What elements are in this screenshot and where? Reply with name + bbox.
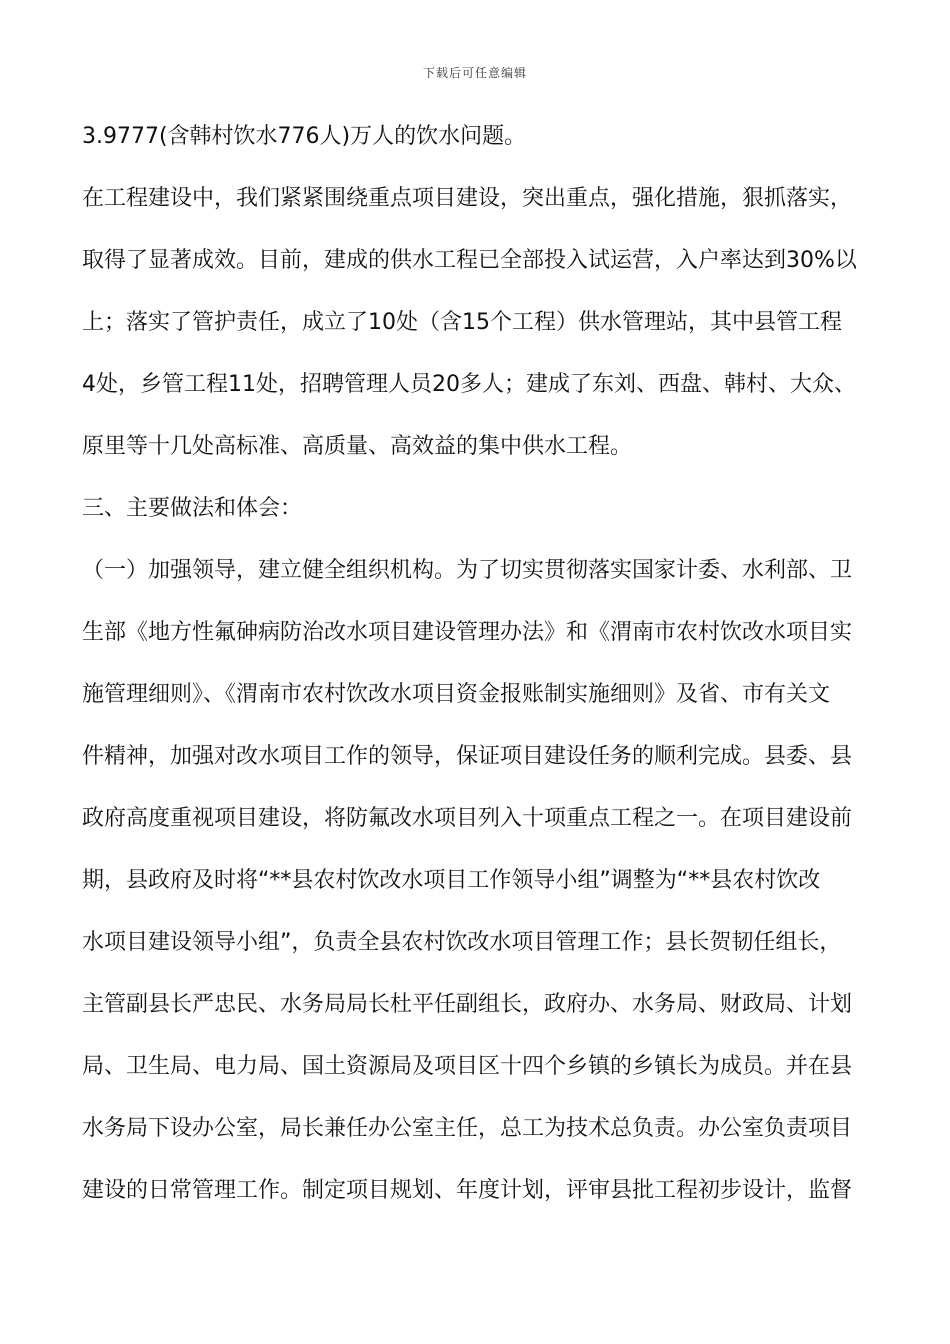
text-line-10: 施管理细则》、《渭南市农村饮改水项目资金报账制实施细则》及省、市有关文: [82, 682, 831, 707]
text-line-16: 局、卫生局、电力局、国土资源局及项目区十四个乡镇的乡镇长为成员。并在县: [82, 1054, 853, 1079]
text-line-11: 件精神，加强对改水项目工作的领导，保证项目建设任务的顺利完成。县委、县: [82, 744, 853, 769]
text-line-9: 生部《地方性氟砷病防治改水项目建设管理办法》和《渭南市农村饮改水项目实: [82, 620, 853, 645]
text-line-4: 上；落实了管护责任，成立了10处（含15个工程）供水管理站，其中县管工程: [82, 310, 842, 335]
text-line-12: 政府高度重视项目建设，将防氟改水项目列入十项重点工程之一。在项目建设前: [82, 806, 853, 831]
text-line-14: 水项目建设领导小组”，负责全县农村饮改水项目管理工作；县长贺韧任组长，: [82, 930, 842, 955]
text-line-17: 水务局下设办公室，局长兼任办公室主任，总工为技术总负责。办公室负责项目: [82, 1116, 853, 1141]
text-line-8: （一）加强领导，建立健全组织机构。为了切实贯彻落实国家计委、水利部、卫: [82, 558, 853, 583]
header-note: 下载后可任意编辑: [422, 66, 527, 80]
text-line-13: 期，县政府及时将“**县农村饮改水项目工作领导小组”调整为“**县农村饮改: [82, 868, 821, 893]
text-line-5: 4处，乡管工程11处，招聘管理人员20多人；建成了东刘、西盘、韩村、大众、: [82, 372, 856, 397]
text-line-6: 原里等十几处高标准、高质量、高效益的集中供水工程。: [82, 434, 633, 459]
text-line-2: 在工程建设中，我们紧紧围绕重点项目建设，突出重点，强化措施，狠抓落实，: [82, 186, 853, 211]
body-text: [82, 118, 882, 1234]
paragraph-gap: [82, 156, 882, 180]
text-line-3: 取得了显著成效。目前，建成的供水工程已全部投入试运营，入户率达到30%以: [82, 248, 857, 273]
text-line-18: 建设的日常管理工作。制定项目规划、年度计划，评审县批工程初步设计，监督: [82, 1178, 853, 1203]
text-line-1: 3.9777(含韩村饮水776人)万人的饮水问题。: [82, 124, 527, 149]
section-heading: 三、主要做法和体会：: [82, 496, 303, 521]
text-line-15: 主管副县长严忠民、水务局局长杜平任副组长，政府办、水务局、财政局、计划: [82, 992, 853, 1017]
